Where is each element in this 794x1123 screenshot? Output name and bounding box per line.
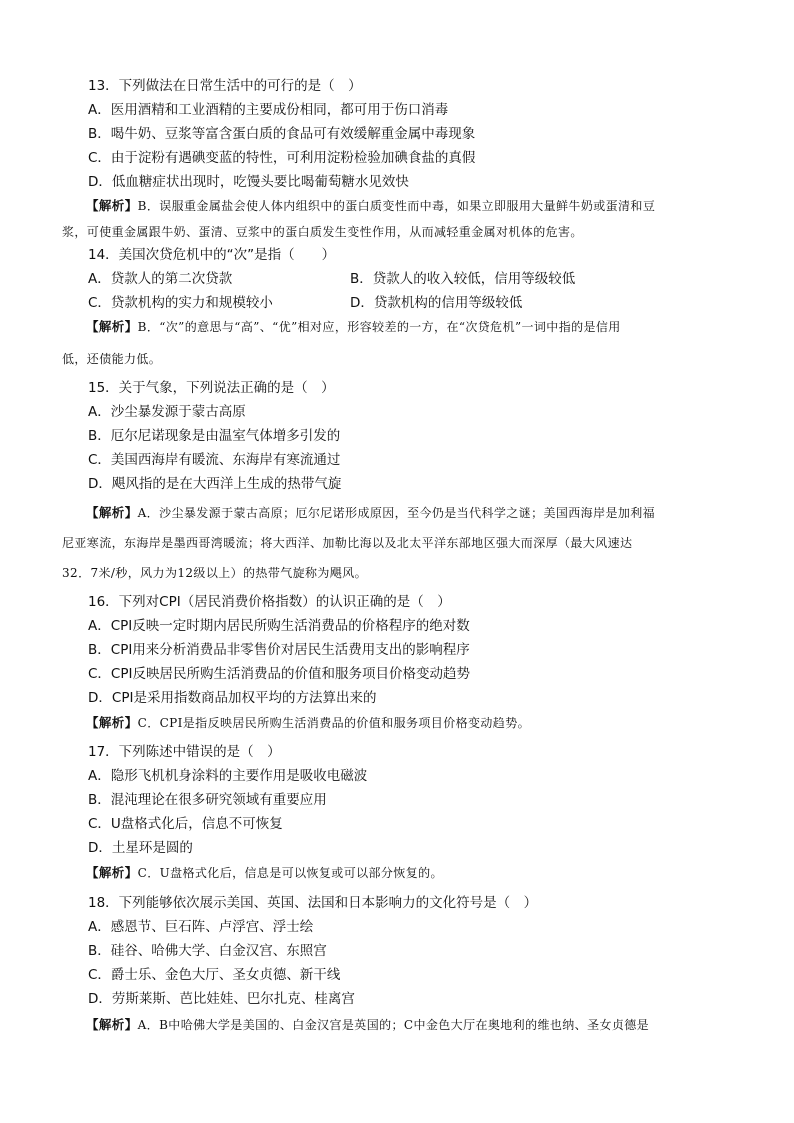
analysis-line [62, 710, 738, 736]
option-d: D．贷款机构的信用等级较低 [350, 295, 523, 311]
option-d: D．劳斯莱斯、芭比娃娃、巴尔扎克、桂离宫 [88, 991, 355, 1007]
analysis-tag: 【解析】 [86, 319, 138, 334]
analysis-line [62, 193, 738, 219]
question-stem: 16．下列对CPI（居民消费价格指数）的认识正确的是（ ） [88, 594, 451, 610]
option-b: B．混沌理论在很多研究领域有重要应用 [88, 792, 327, 808]
question-stem: 18．下列能够依次展示美国、英国、法国和日本影响力的文化符号是（ ） [88, 895, 538, 911]
analysis-tag: 【解析】 [86, 715, 138, 730]
option-d: D．CPI是采用指数商品加权平均的方法算出来的 [88, 690, 377, 706]
analysis-tag: 【解析】 [86, 505, 138, 520]
option-d: D．飓风指的是在大西洋上生成的热带气旋 [88, 476, 342, 492]
analysis-14 [62, 314, 738, 372]
analysis-15 [62, 498, 738, 588]
option-c: C．爵士乐、金色大厅、圣女贞德、新干线 [88, 967, 341, 983]
question-14 [88, 243, 748, 315]
analysis-line: 低，还债能力低。 [62, 352, 162, 366]
option-c: C．CPI反映居民所购生活消费品的价值和服务项目价格变动趋势 [88, 666, 470, 682]
option-b: B．贷款人的收入较低，信用等级较低 [350, 271, 576, 287]
analysis-text: B．误服重金属盐会使人体内组织中的蛋白质变性而中毒，如果立即服用大量鲜牛奶或蛋清和豆 [137, 199, 656, 213]
analysis-18 [62, 1012, 738, 1038]
option-b: B．喝牛奶、豆浆等富含蛋白质的食品可有效缓解重金属中毒现象 [88, 126, 476, 142]
analysis-text: B．“次”的意思与“高”、“优”相对应，形容较差的一方，在“次贷危机”一词中指的是信用 [137, 320, 621, 334]
option-c: C．美国西海岸有暖流、东海岸有寒流通过 [88, 452, 341, 468]
option-d: D．低血糖症状出现时，吃馒头要比喝葡萄糖水见效快 [88, 174, 409, 190]
analysis-line: 尼亚寒流，东海岸是墨西哥湾暖流；将大西洋、加勒比海以及北太平洋东部地区强大而深厚（最大风速达 [62, 536, 633, 550]
analysis-text: A．沙尘暴发源于蒙古高原；厄尔尼诺形成原因，至今仍是当代科学之谜；美国西海岸是加利福 [137, 506, 656, 520]
question-stem: 13．下列做法在日常生活中的可行的是（ ） [88, 78, 362, 94]
question-17 [88, 740, 748, 860]
analysis-text: C．U盘格式化后，信息是可以恢复或可以部分恢复的。 [137, 866, 443, 880]
option-a: A．感恩节、巨石阵、卢浮宫、浮士绘 [88, 919, 314, 935]
question-stem: 15．关于气象，下列说法正确的是（ ） [88, 380, 335, 396]
analysis-line: 32．7米/秒，风力为12级以上）的热带气旋称为飓风。 [62, 566, 368, 580]
analysis-tag: 【解析】 [86, 865, 138, 880]
option-c: C．贷款机构的实力和规模较小 [88, 295, 273, 311]
analysis-16 [62, 710, 738, 736]
analysis-17 [62, 860, 738, 886]
question-13 [88, 74, 748, 194]
option-a: A．CPI反映一定时期内居民所购生活消费品的价格程序的绝对数 [88, 618, 470, 634]
analysis-line [62, 1012, 738, 1038]
option-c: C．U盘格式化后，信息不可恢复 [88, 816, 283, 832]
option-a: A．医用酒精和工业酒精的主要成份相同，都可用于伤口消毒 [88, 102, 449, 118]
option-b: B．厄尔尼诺现象是由温室气体增多引发的 [88, 428, 341, 444]
question-stem: 14．美国次贷危机中的“次”是指（ ） [88, 247, 336, 263]
question-stem: 17．下列陈述中错误的是（ ） [88, 744, 281, 760]
question-15 [88, 376, 748, 496]
option-row [88, 267, 748, 291]
option-row [88, 291, 748, 315]
analysis-line: 浆，可使重金属跟牛奶、蛋清、豆浆中的蛋白质发生变性作用，从而减轻重金属对机体的危害。 [62, 225, 583, 239]
analysis-line [62, 860, 738, 886]
analysis-tag: 【解析】 [86, 1017, 138, 1032]
option-a: A．隐形飞机机身涂料的主要作用是吸收电磁波 [88, 768, 368, 784]
analysis-text: C．CPI是指反映居民所购生活消费品的价值和服务项目价格变动趋势。 [137, 716, 530, 730]
analysis-line [62, 498, 738, 528]
question-18 [88, 891, 748, 1011]
analysis-13 [62, 193, 738, 245]
analysis-text: A．B中哈佛大学是美国的、白金汉宫是英国的；C中金色大厅在奥地利的维也纳、圣女贞德是 [137, 1018, 650, 1032]
option-a: A．沙尘暴发源于蒙古高原 [88, 404, 246, 420]
option-d: D．土星环是圆的 [88, 840, 193, 856]
option-b: B．CPI用来分析消费品非零售价对居民生活费用支出的影响程序 [88, 642, 470, 658]
question-16 [88, 590, 748, 710]
analysis-line [62, 314, 738, 340]
option-a: A．贷款人的第二次贷款 [88, 271, 233, 287]
analysis-tag: 【解析】 [86, 198, 138, 213]
option-c: C．由于淀粉有遇碘变蓝的特性，可利用淀粉检验加碘食盐的真假 [88, 150, 476, 166]
option-b: B．硅谷、哈佛大学、白金汉宫、东照宫 [88, 943, 327, 959]
